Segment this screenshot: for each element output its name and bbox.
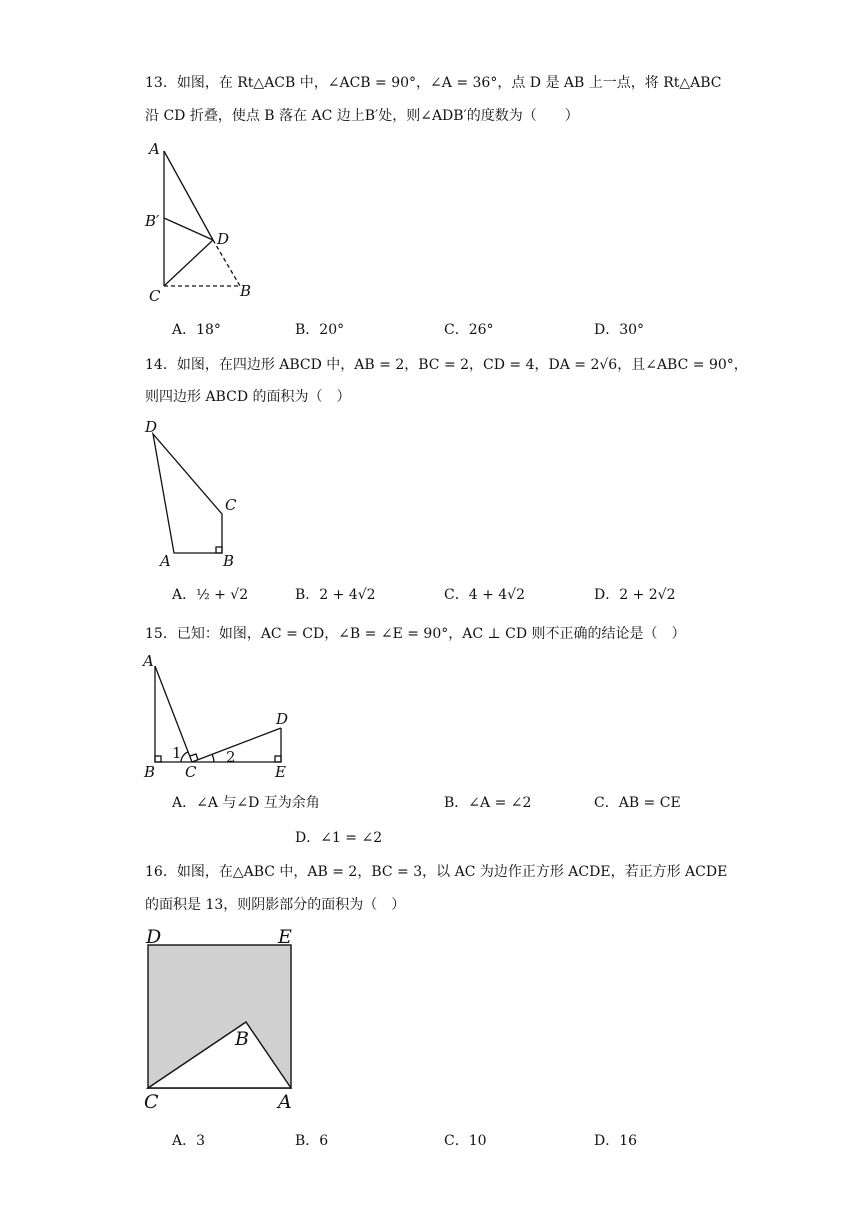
q13-stem-line2: 沿 CD 折叠，使点 B 落在 AC 边上B′处，则∠ADB′的度数为（ ）: [145, 108, 579, 124]
q14-stem-line1: 14．如图，在四边形 ABCD 中，AB = 2，BC = 2，CD = 4，DA = 2√6，且∠ABC = 90°，: [145, 357, 748, 373]
q14-label-c: C: [225, 496, 237, 514]
q13-option-c[interactable]: C．26°: [444, 322, 494, 338]
q15-label-angle2: 2: [226, 748, 236, 766]
q16-stem-line2: 的面积是 13，则阴影部分的面积为（ ）: [145, 897, 406, 913]
q13-option-d[interactable]: D．30°: [594, 322, 645, 338]
q16-label-e: E: [278, 926, 292, 948]
q15-option-b[interactable]: B．∠A = ∠2: [444, 795, 532, 811]
q15-side-cd: [192, 728, 281, 762]
q16-option-c[interactable]: C．10: [444, 1133, 487, 1149]
q16-label-c: C: [144, 1091, 159, 1113]
q13-side-ad: [164, 151, 213, 240]
q14-option-c[interactable]: C．4 + 4√2: [444, 587, 525, 603]
q15-angle1-arc: [181, 752, 188, 762]
q14-stem-line2: 则四边形 ABCD 的面积为（ ）: [145, 389, 351, 405]
q16-label-b: B: [235, 1028, 249, 1050]
q14-label-b: B: [223, 552, 235, 570]
q13-option-a[interactable]: A．18°: [172, 322, 221, 338]
q14-label-a: A: [160, 552, 171, 570]
q16-stem-line1: 16．如图，在△ABC 中，AB = 2，BC = 3，以 AC 为边作正方形 ACDE，若正方形 ACDE: [145, 864, 728, 880]
q14-option-d[interactable]: D．2 + 2√2: [594, 587, 676, 603]
q13-option-b[interactable]: B．20°: [295, 322, 345, 338]
q14-option-a[interactable]: A．½ + √2: [172, 587, 249, 603]
q14-option-b[interactable]: B．2 + 4√2: [295, 587, 376, 603]
q15-label-b: B: [144, 763, 156, 781]
q15-right-angle-b: [155, 756, 161, 762]
q16-option-d[interactable]: D．16: [594, 1133, 638, 1149]
q15-option-c[interactable]: C．AB = CE: [594, 795, 681, 811]
q15-figure: [140, 650, 310, 780]
q13-segment-cd: [164, 240, 213, 286]
q16-label-d: D: [146, 926, 162, 948]
q14-figure: [140, 412, 260, 572]
q13-label-d: D: [217, 230, 230, 248]
q15-label-d: D: [276, 710, 289, 728]
q15-label-a: A: [143, 652, 154, 670]
q13-figure: [140, 138, 280, 308]
q16-option-b[interactable]: B．6: [295, 1133, 329, 1149]
q13-segment-bprime-d: [164, 218, 213, 240]
q15-label-angle1: 1: [172, 744, 182, 762]
q13-label-a: A: [149, 140, 160, 158]
q15-option-a[interactable]: A．∠A 与∠D 互为余角: [172, 795, 320, 811]
q15-label-c: C: [185, 763, 197, 781]
q15-option-d[interactable]: D．∠1 = ∠2: [295, 830, 383, 846]
q15-stem-line1: 15．已知：如图，AC = CD，∠B = ∠E = 90°，AC ⊥ CD 则不正确的结论是（ ）: [145, 626, 686, 642]
q16-label-a: A: [278, 1091, 292, 1113]
q15-right-angle-e: [275, 756, 281, 762]
q13-label-c: C: [149, 287, 161, 305]
q13-label-b: B: [240, 282, 252, 300]
q16-option-a[interactable]: A．3: [172, 1133, 206, 1149]
q14-right-angle-mark: [216, 547, 222, 553]
q14-label-d: D: [145, 418, 158, 436]
q14-quadrilateral: [153, 434, 222, 553]
q16-figure: [140, 925, 310, 1120]
q15-angle2-arc: [212, 754, 214, 762]
q15-label-e: E: [275, 763, 286, 781]
q13-label-bprime: B′: [145, 212, 160, 230]
q13-stem-line1: 13．如图，在 Rt△ACB 中，∠ACB = 90°，∠A = 36°，点 D 是 AB 上一点，将 Rt△ABC: [145, 75, 722, 91]
